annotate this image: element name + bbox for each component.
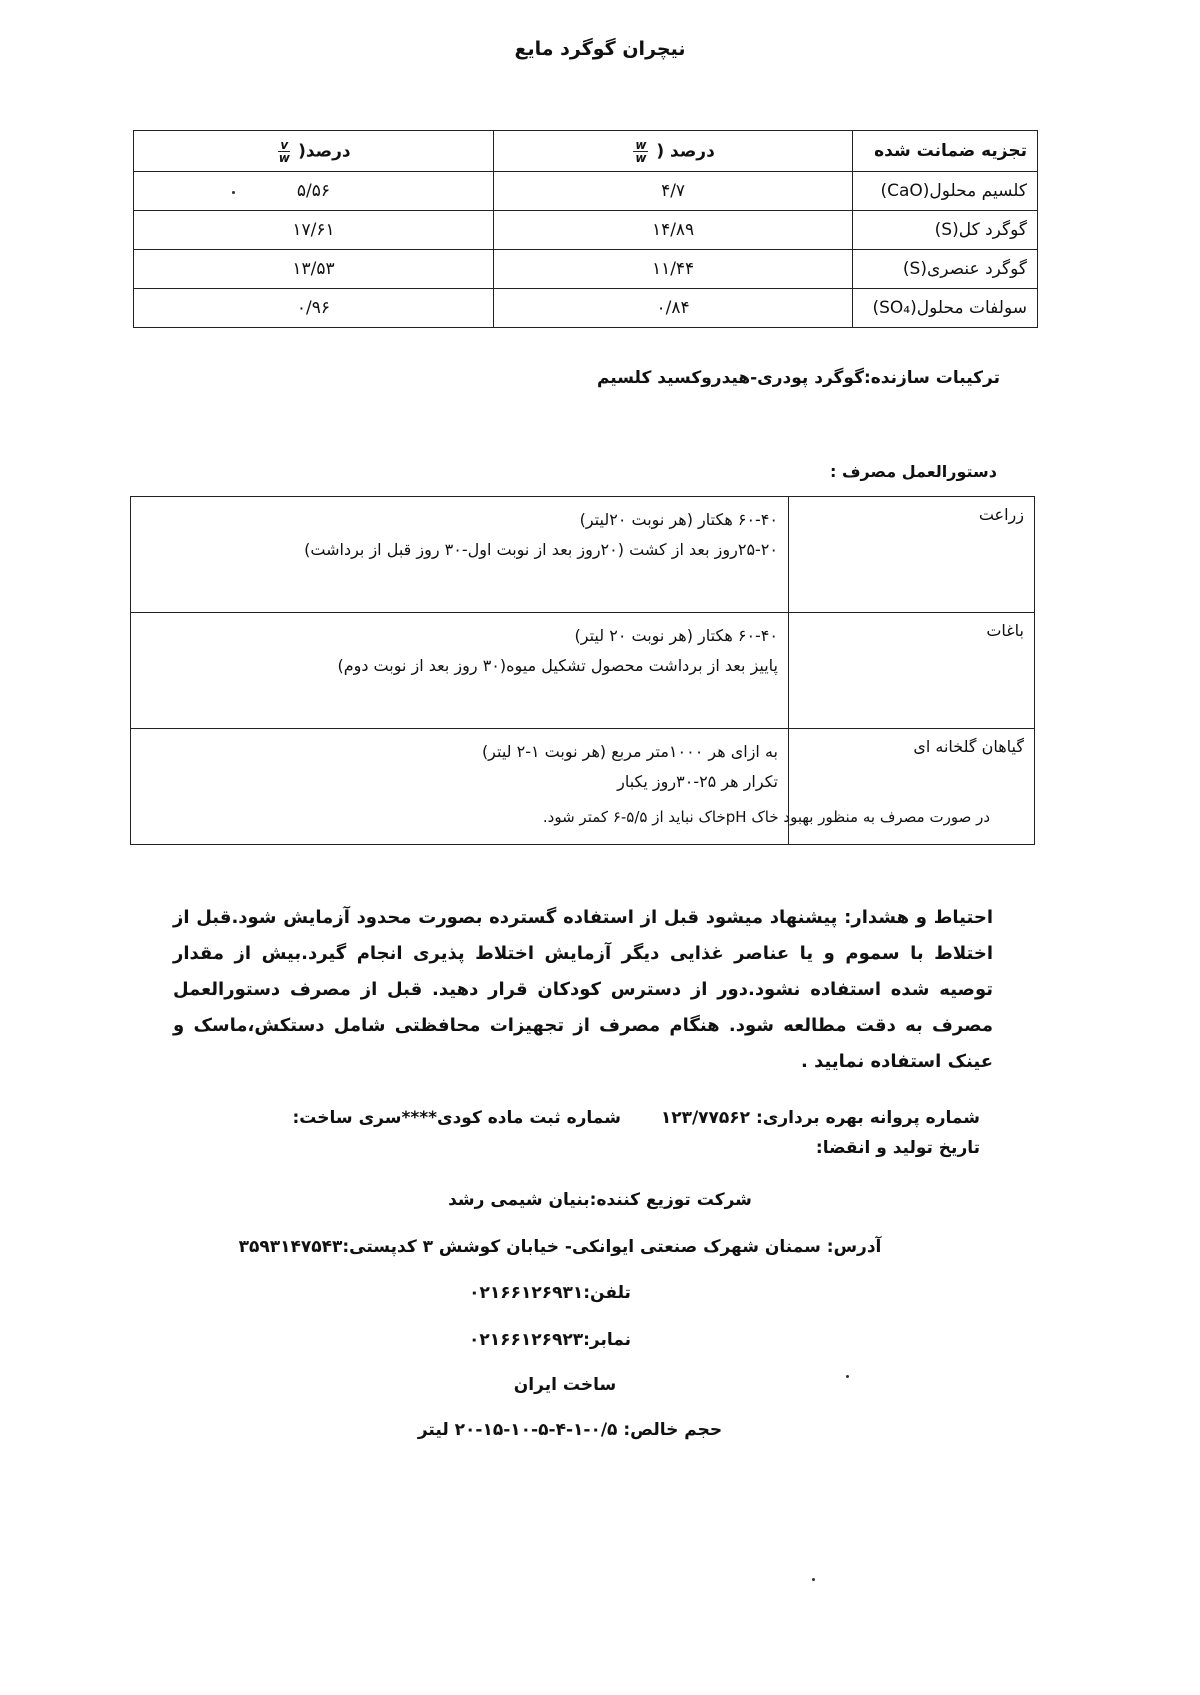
fraction-denominator: w — [635, 150, 647, 165]
fraction-denominator: w — [278, 150, 290, 165]
usage-crop: زراعت — [789, 497, 1035, 613]
v-w-fraction — [278, 139, 290, 164]
usage-details — [131, 729, 789, 845]
row-value-w-w: ۱۱/۴۴ — [493, 250, 852, 289]
guaranteed-analysis-table — [133, 130, 1038, 328]
table-row — [134, 172, 1038, 211]
net-volume: حجم خالص: ۰/۵-۱-۴-۵-۱۰-۱۵-۲۰ لیتر — [417, 1420, 723, 1440]
registration-number: شماره ثبت ماده کودی****سری ساخت: — [292, 1108, 621, 1128]
header-percent-v-w-label: درصد( — [298, 141, 351, 161]
table-row — [131, 497, 1035, 613]
table-row — [131, 729, 1035, 845]
table-row — [131, 613, 1035, 729]
row-value-v-w: ۵/۵۶ — [134, 172, 494, 211]
header-percent-w-w — [493, 131, 852, 172]
usage-timing: پاییز بعد از برداشت محصول تشکیل میوه(۳۰ روز بعد از نوبت دوم) — [337, 656, 778, 675]
usage-rate: به ازای هر ۱۰۰۰متر مربع (هر نوبت ۱-۲ لیتر) — [481, 742, 778, 761]
row-value-v-w: ۱۳/۵۳ — [134, 250, 494, 289]
w-w-fraction — [633, 139, 648, 164]
table-row — [134, 211, 1038, 250]
usage-details — [131, 497, 789, 613]
usage-timing: ۲۵-۲۰روز بعد از کشت (۲۰روز بعد از نوبت اول-۳۰ روز قبل از برداشت) — [304, 540, 778, 559]
fraction-numerator: w — [635, 137, 647, 152]
header-analysis: تجزیه ضمانت شده — [853, 131, 1038, 172]
table-row — [134, 289, 1038, 328]
license-block — [130, 1103, 980, 1163]
phone: تلفن:۰۲۱۶۶۱۲۶۹۳۱ — [469, 1283, 631, 1303]
usage-timing: تکرار هر ۲۵-۳۰روز یکبار — [617, 772, 778, 791]
scan-speck — [846, 1375, 849, 1378]
row-name: گوگرد عنصری(S) — [853, 250, 1038, 289]
usage-crop: باغات — [789, 613, 1035, 729]
distributor: شرکت توزیع کننده:بنیان شیمی رشد — [448, 1190, 752, 1210]
permit-number: شماره پروانه بهره برداری: ۱۲۳/۷۷۵۶۲ — [660, 1108, 980, 1128]
row-name: سولفات محلول(SO₄) — [853, 289, 1038, 328]
ingredients: ترکیبات سازنده:گوگرد پودری-هیدروکسید کلسیم — [596, 368, 1000, 388]
row-value-w-w: ۰/۸۴ — [493, 289, 852, 328]
address: آدرس: سمنان شهرک صنعتی ایوانکی- خیابان کوشش ۳ کدپستی:۳۵۹۳۱۴۷۵۴۳ — [238, 1237, 882, 1257]
row-name: گوگرد کل(S) — [853, 211, 1038, 250]
production-expiry-date: تاریخ تولید و انقضا: — [815, 1138, 980, 1158]
product-title: نیچران گوگرد مایع — [514, 38, 686, 60]
usage-details — [131, 613, 789, 729]
ph-note: در صورت مصرف به منظور بهبود خاک pHخاک نباید از ۵/۵-۶ کمتر شود. — [542, 808, 990, 826]
usage-crop: گیاهان گلخانه ای — [789, 729, 1035, 845]
scan-speck — [812, 1578, 815, 1581]
row-name: کلسیم محلول(CaO) — [853, 172, 1038, 211]
usage-rate: ۶۰-۴۰ هکتار (هر نوبت ۲۰ لیتر) — [574, 626, 778, 645]
header-percent-v-w — [134, 131, 494, 172]
warning-paragraph: احتیاط و هشدار: پیشنهاد میشود قبل از استفاده گسترده بصورت محدود آزمایش شود.قبل از اختلاط با سموم و یا عناصر غذایی دیگر آزمایش اختلاط پذیری انجام گیرد.بیش از مقدار توصیه شده استفاده نشود.دور از دسترس کودکان قرار دهید. قبل از مصرف دستورالعمل مصرف به دقت مطالعه شود. هنگام مصرف از تجهیزات محافظتی شامل دستکش،ماسک و عینک استفاده نمایید . — [173, 907, 993, 1072]
table-header-row — [134, 131, 1038, 172]
usage-table — [130, 496, 1035, 845]
fraction-numerator: v — [280, 137, 289, 152]
scan-speck — [232, 191, 235, 194]
row-value-w-w: ۴/۷ — [493, 172, 852, 211]
usage-instructions-heading: دستورالعمل مصرف : — [830, 462, 997, 481]
row-value-v-w: ۱۷/۶۱ — [134, 211, 494, 250]
header-percent-w-w-label: درصد ( — [656, 141, 715, 161]
row-value-v-w: ۰/۹۶ — [134, 289, 494, 328]
usage-rate: ۶۰-۴۰ هکتار (هر نوبت ۲۰لیتر) — [579, 510, 778, 529]
row-value-w-w: ۱۴/۸۹ — [493, 211, 852, 250]
made-in: ساخت ایران — [513, 1375, 617, 1395]
fax: نمابر:۰۲۱۶۶۱۲۶۹۲۳ — [468, 1330, 632, 1350]
table-row — [134, 250, 1038, 289]
